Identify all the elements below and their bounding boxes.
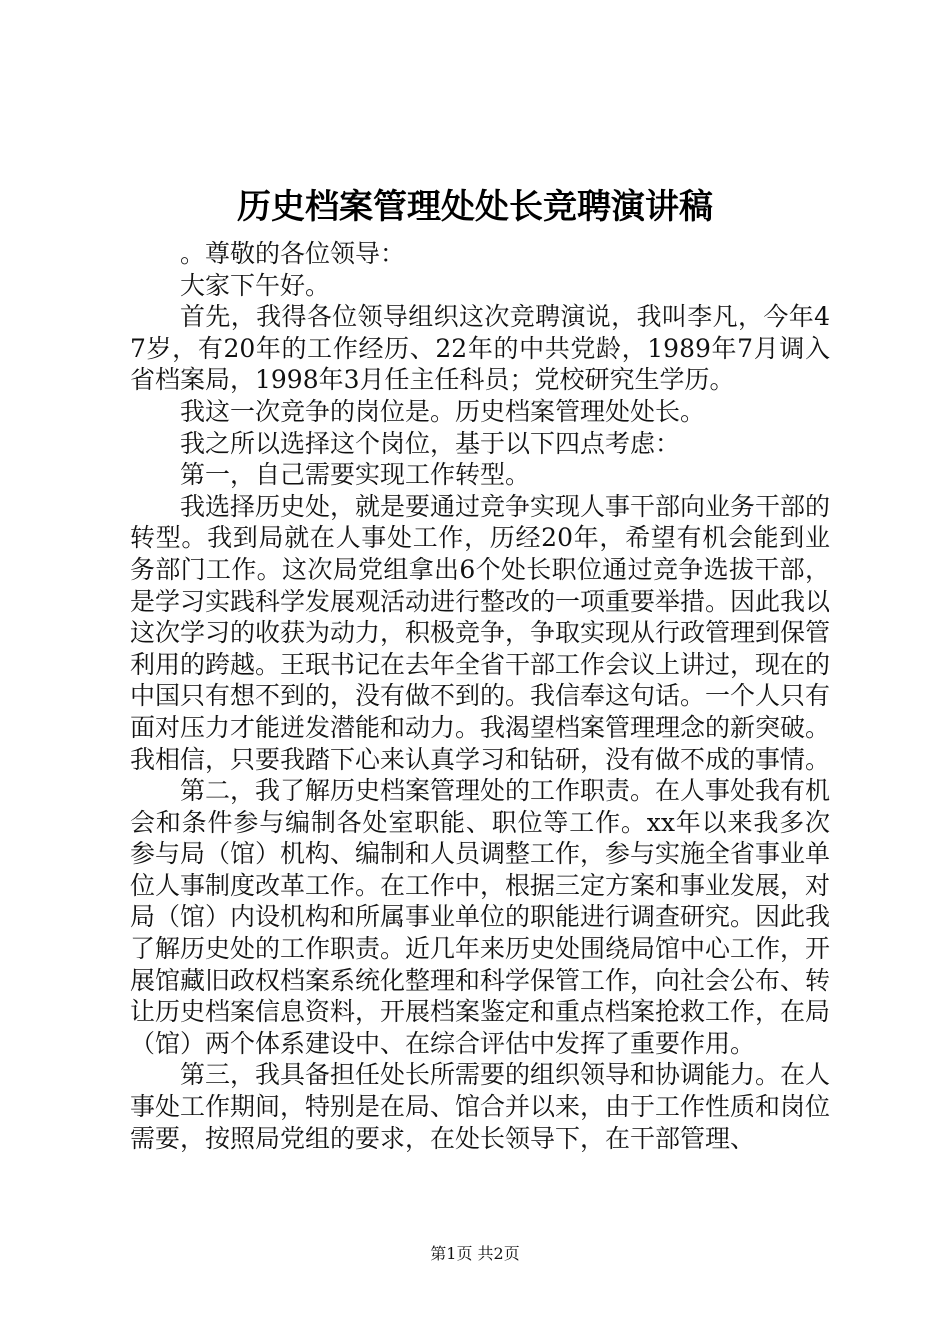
- document-title: 历史档案管理处处长竞聘演讲稿: [237, 187, 713, 227]
- paragraph-introduction: 首先，我得各位领导组织这次竞聘演说，我叫李凡，今年47岁，有20年的工作经历、22年的中共党龄，1989年7月调入省档案局，1998年3月任主任科员；党校研究生学历。: [130, 302, 830, 395]
- paragraph-reasons-intro: 我之所以选择这个岗位，基于以下四点考虑：: [180, 428, 681, 458]
- heading-reason-one: 第一，自己需要实现工作转型。: [180, 460, 531, 490]
- paragraph-reason-two: 第二，我了解历史档案管理处的工作职责。在人事处我有机会和条件参与编制各处室职能、职位等工作。xx年以来我多次参与局（馆）机构、编制和人员调整工作，参与实施全省事业单位人事制度改革工作。在工作中，根据三定方案和事业发展，对局（馆）内设机构和所属事业单位的职能进行调查研究。因此我了解历史处的工作职责。近几年来历史处围绕局馆中心工作，开展馆藏旧政权档案系统化整理和科学保管工作，向社会公布、转让历史档案信息资料，开展档案鉴定和重点档案抢救工作，在局（馆）两个体系建设中、在综合评估中发挥了重要作用。: [130, 776, 831, 1058]
- paragraph-reason-three: 第三，我具备担任处长所需要的组织领导和协调能力。在人事处工作期间，特别是在局、馆合并以来，由于工作性质和岗位需要，按照局党组的要求，在处长领导下，在干部管理、: [130, 1060, 831, 1153]
- salutation: 。尊敬的各位领导：: [180, 239, 406, 268]
- paragraph-reason-one: 我选择历史处，就是要通过竞争实现人事干部向业务干部的转型。我到局就在人事处工作，历经20年，希望有机会能到业务部门工作。这次局党组拿出6个处长职位通过竞争选拔干部，是学习实践科学发展观活动进行整改的一项重要举措。因此我以这次学习的收获为动力，积极竞争，争取实现从行政管理到保管利用的跨越。王珉书记在去年全省干部工作会议上讲过，现在的中国只有想不到的，没有做不到的。我信奉这句话。一个人只有面对压力才能迸发潜能和动力。我渴望档案管理理念的新突破。我相信，只要我踏下心来认真学习和钻研，没有做不成的事情。: [130, 491, 831, 774]
- paragraph-position: 我这一次竞争的岗位是。历史档案管理处处长。: [180, 396, 706, 426]
- greeting: 大家下午好。: [180, 270, 331, 300]
- document-body: [130, 238, 830, 1154]
- page-footer: 第1页 共2页: [430, 1244, 520, 1263]
